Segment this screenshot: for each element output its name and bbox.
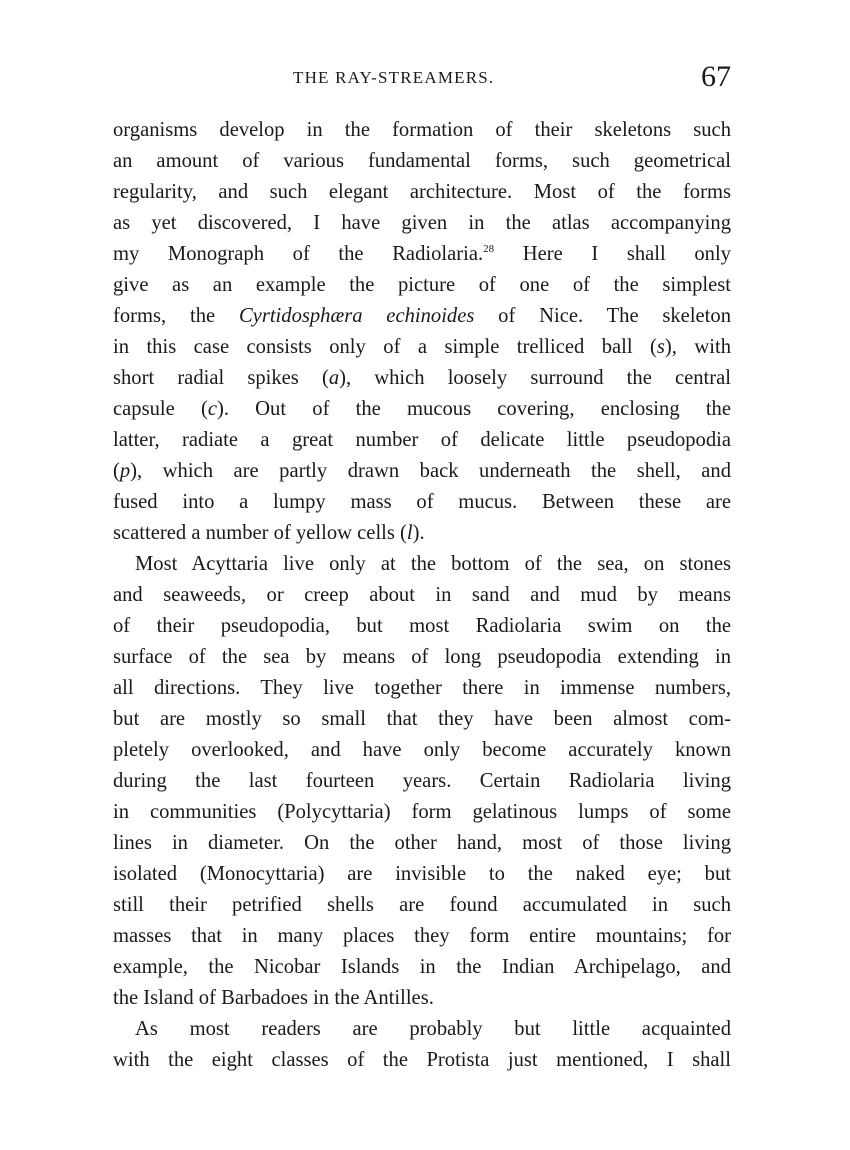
text-line: and seaweeds, or creep about in sand and mud by means (113, 584, 731, 606)
running-head-title: THE RAY-STREAMERS. (293, 68, 495, 87)
italic-text: p (119, 460, 131, 482)
text-line: fused into a lumpy mass of mucus. Between these are (113, 491, 731, 513)
text-line: (p), which are partly drawn back underneath the shell, and (113, 460, 731, 482)
text-line: short radial spikes (a), which loosely surround the central (113, 367, 731, 389)
footnote-reference: 28 (483, 243, 495, 255)
text-line: give as an example the picture of one of the simplest (113, 274, 731, 296)
text-line: the Island of Barbadoes in the Antilles. (113, 987, 434, 1009)
text-line: all directions. They live together there in immense numbers, (113, 677, 731, 699)
paragraph (113, 1014, 731, 1076)
body-text (113, 115, 731, 1076)
italic-text: Cyrtidosphæra echinoides (238, 305, 475, 327)
text-line: example, the Nicobar Islands in the Indian Archipelago, and (113, 956, 731, 978)
text-line: lines in diameter. On the other hand, most of those living (113, 832, 731, 854)
text-line: of their pseudopodia, but most Radiolaria swim on the (113, 615, 731, 637)
text-line: still their petrified shells are found accumulated in such (113, 894, 731, 916)
text-line: capsule (c). Out of the mucous covering, enclosing the (113, 398, 731, 420)
text-line: latter, radiate a great number of delicate little pseudopodia (113, 429, 731, 451)
page-number: 67 (701, 60, 731, 93)
paragraph (113, 115, 731, 549)
text-line: surface of the sea by means of long pseudopodia extending in (113, 646, 731, 668)
italic-text: c (207, 398, 217, 420)
paragraph (113, 549, 731, 1014)
text-line: in this case consists only of a simple trelliced ball (s), with (113, 336, 731, 358)
text-line: but are mostly so small that they have been almost com- (113, 708, 731, 730)
text-line: scattered a number of yellow cells (l). (113, 522, 425, 544)
text-line: during the last fourteen years. Certain Radiolaria living (113, 770, 731, 792)
text-line: organisms develop in the formation of their skeletons such (113, 119, 731, 141)
text-line: in communities (Polycyttaria) form gelatinous lumps of some (113, 801, 731, 823)
text-line: Most Acyttaria live only at the bottom of the sea, on stones (135, 553, 731, 575)
text-line: regularity, and such elegant architecture. Most of the forms (113, 181, 731, 203)
text-line: isolated (Monocyttaria) are invisible to the naked eye; but (113, 863, 731, 885)
text-line: As most readers are probably but little acquainted (135, 1018, 731, 1040)
italic-text: s (656, 336, 665, 358)
italic-text: l (406, 522, 413, 544)
text-line: my Monograph of the Radiolaria.$^{28}$ Here I shall only (113, 243, 731, 265)
text-line: with the eight classes of the Protista just mentioned, I shall (113, 1049, 731, 1071)
text-line: forms, the Cyrtidosphæra echinoides of Nice. The skeleton (113, 305, 731, 327)
italic-text: a (328, 367, 340, 389)
text-line: masses that in many places they form entire mountains; for (113, 925, 731, 947)
text-line: an amount of various fundamental forms, such geometrical (113, 150, 731, 172)
text-line: as yet discovered, I have given in the atlas accompanying (113, 212, 731, 234)
text-line: pletely overlooked, and have only become accurately known (113, 739, 731, 761)
running-head (113, 62, 733, 102)
